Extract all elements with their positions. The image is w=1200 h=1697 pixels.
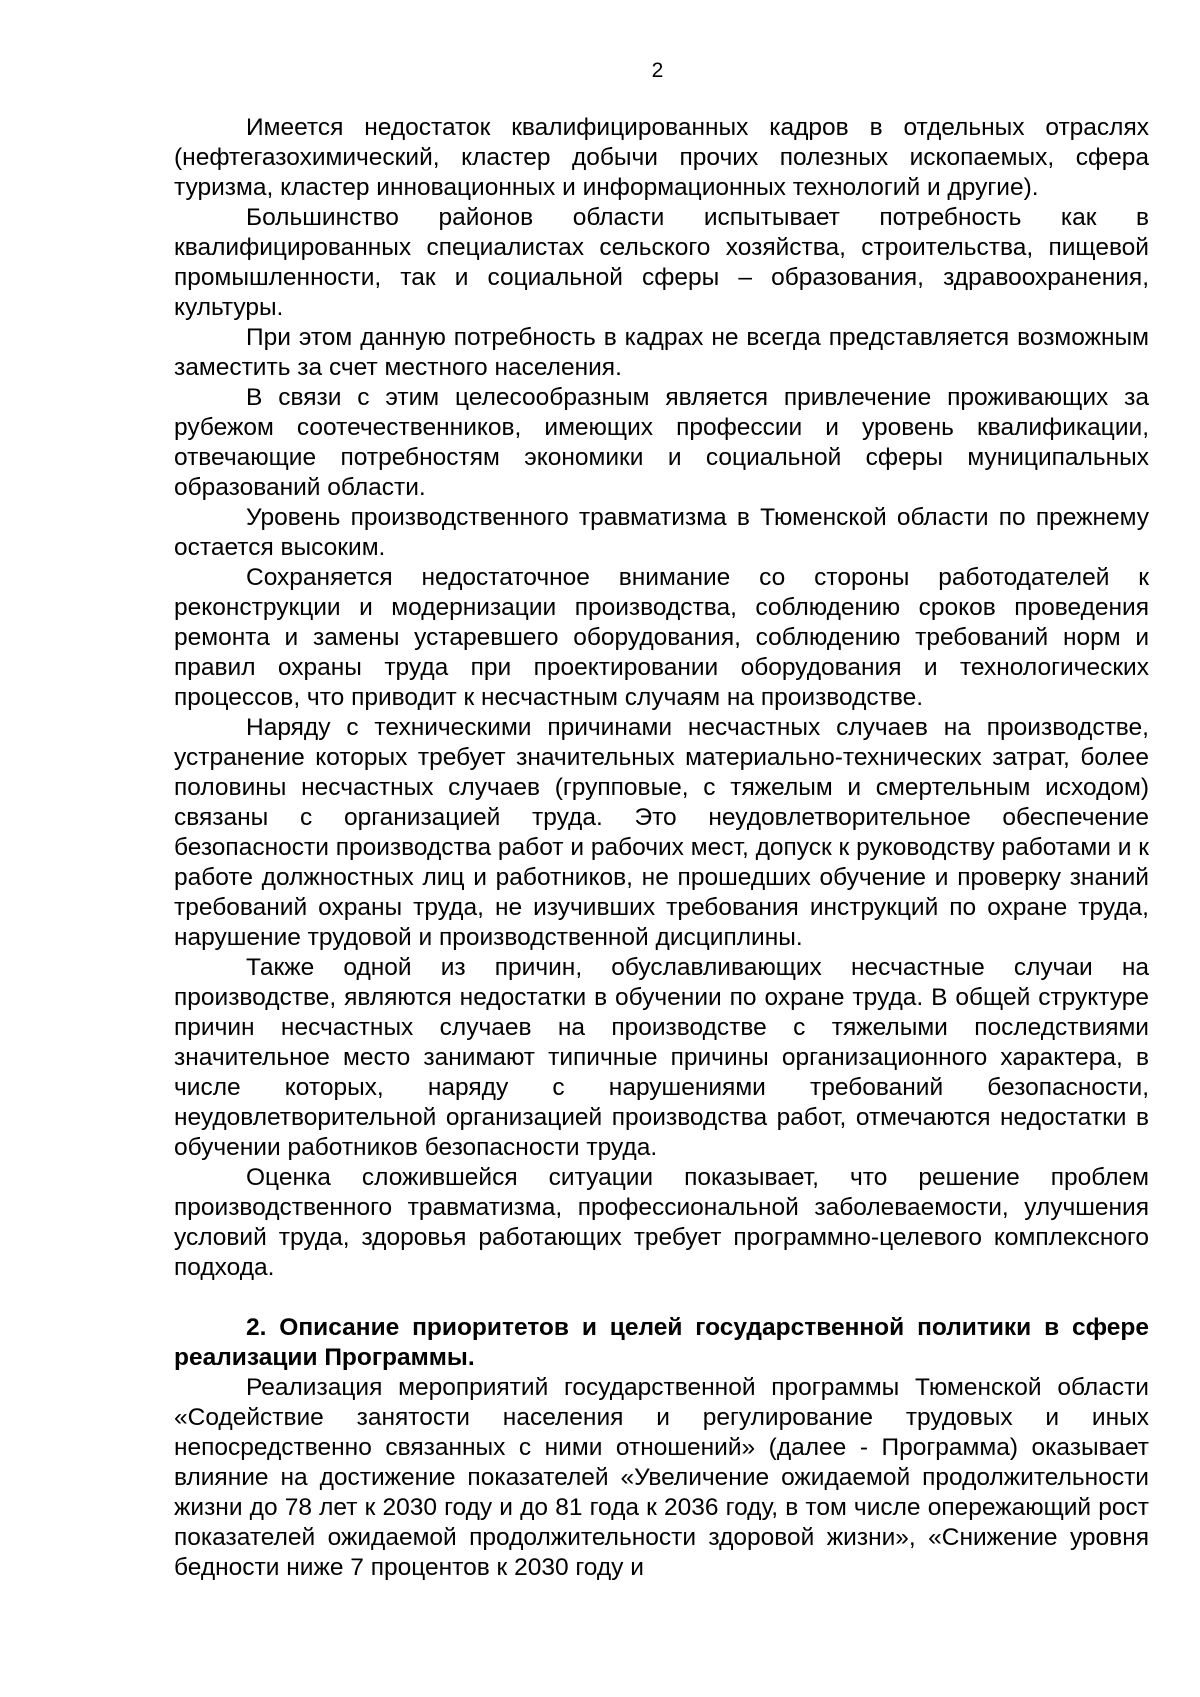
paragraph: Уровень производственного травматизма в Тюменской области по прежнему остается высоким.	[174, 504, 1149, 561]
paragraph: Также одной из причин, обуславливающих несчастные случаи на производстве, являются недостатки в обучении по охране труда. В общей структуре причин несчастных случаев на производстве с тяжелыми последствиями значительное место занимают типичные причины организационного характера, в числе которых, наряду с нарушениями требований безопасности, неудовлетворительной организацией производства работ, отмечаются недостатки в обучении работников безопасности труда.	[174, 954, 1149, 1161]
paragraph: Сохраняется недостаточное внимание со стороны работодателей к реконструкции и модернизации производства, соблюдению сроков проведения ремонта и замены устаревшего оборудования, соблюдению требований норм и правил охраны труда при проектировании оборудования и технологических процессов, что приводит к несчастным случаям на производстве.	[174, 564, 1149, 711]
paragraph: Наряду с техническими причинами несчастных случаев на производстве, устранение которых требует значительных материально-технических затрат, более половины несчастных случаев (групповые, с тяжелым и смертельным исходом) связаны с организацией труда. Это неудовлетворительное обеспечение безопасности производства работ и рабочих мест, допуск к руководству работами и к работе должностных лиц и работников, не прошедших обучение и проверку знаний требований охраны труда, не изучивших требования инструкций по охране труда, нарушение трудовой и производственной дисциплины.	[174, 714, 1149, 951]
document-body	[174, 113, 1149, 1583]
paragraph: Оценка сложившейся ситуации показывает, что решение проблем производственного травматизма, профессиональной заболеваемости, улучшения условий труда, здоровья работающих требует программно-целевого комплексного подхода.	[174, 1164, 1149, 1281]
paragraph: В связи с этим целесообразным является привлечение проживающих за рубежом соотечественников, имеющих профессии и уровень квалификации, отвечающие потребностям экономики и социальной сферы муниципальных образований области.	[174, 384, 1149, 501]
paragraph: Реализация мероприятий государственной программы Тюменской области «Содействие занятости населения и регулирование трудовых и иных непосредственно связанных с ними отношений» (далее - Программа) оказывает влияние на достижение показателей «Увеличение ожидаемой продолжительности жизни до 78 лет к 2030 году и до 81 года к 2036 году, в том числе опережающий рост показателей ожидаемой продолжительности здоровой жизни», «Снижение уровня бедности ниже 7 процентов к 2030 году и	[174, 1374, 1149, 1581]
page-number: 2	[651, 59, 664, 82]
section-heading: 2. Описание приоритетов и целей государственной политики в сфере реализации Программы.	[174, 1314, 1149, 1371]
paragraph: Имеется недостаток квалифицированных кадров в отдельных отраслях (нефтегазохимический, кластер добычи прочих полезных ископаемых, сфера туризма, кластер инновационных и информационных технологий и другие).	[174, 114, 1149, 201]
paragraph: При этом данную потребность в кадрах не всегда представляется возможным заместить за счет местного населения.	[174, 324, 1149, 381]
paragraph: Большинство районов области испытывает потребность как в квалифицированных специалистах сельского хозяйства, строительства, пищевой промышленности, так и социальной сферы – образования, здравоохранения, культуры.	[174, 204, 1149, 321]
